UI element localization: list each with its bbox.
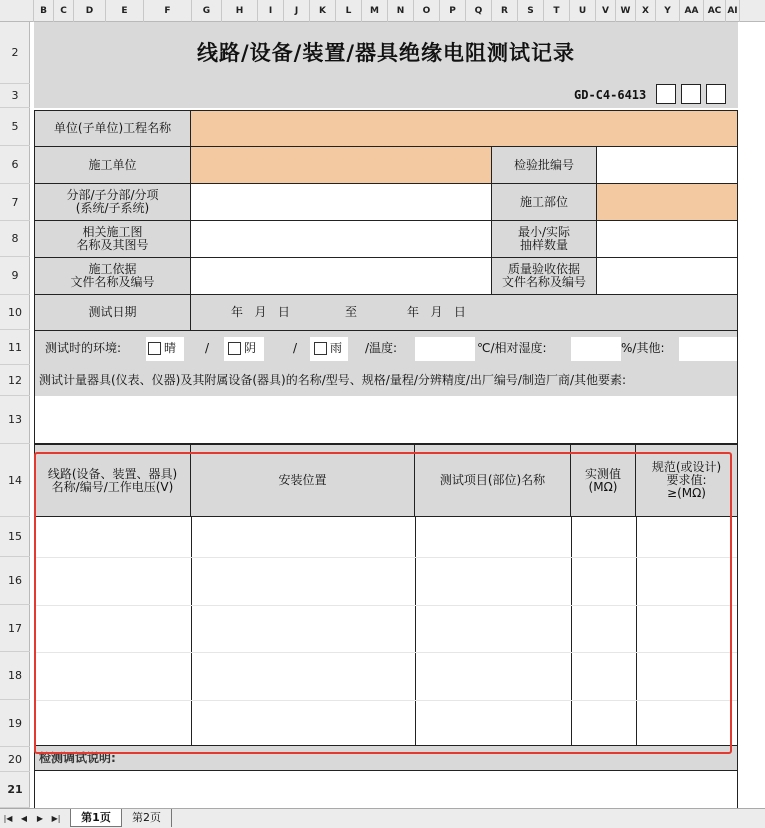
row-header[interactable]: 17 xyxy=(0,605,30,652)
select-all-corner[interactable] xyxy=(0,0,34,22)
column-header[interactable]: S xyxy=(518,0,544,22)
row-header[interactable]: 15 xyxy=(0,517,30,557)
date-to-label: 至 xyxy=(345,305,358,319)
header-required-value: 规范(或设计) 要求值: ≥(MΩ) xyxy=(635,444,738,517)
row-header[interactable]: 2 xyxy=(0,22,30,84)
row-header[interactable]: 14 xyxy=(0,444,30,517)
row-header-bar xyxy=(0,22,30,808)
basis-field[interactable] xyxy=(190,257,492,295)
row-header[interactable]: 20 xyxy=(0,747,30,772)
humidity-field[interactable] xyxy=(571,337,621,361)
first-sheet-icon[interactable]: |◀ xyxy=(3,814,13,823)
sample-qty-field[interactable] xyxy=(596,220,738,258)
column-header[interactable]: Y xyxy=(656,0,680,22)
label-test-date: 测试日期 xyxy=(34,294,191,331)
temperature-label: /温度: xyxy=(365,341,398,355)
label-construction-unit: 施工单位 xyxy=(34,146,191,184)
row-header[interactable]: 16 xyxy=(0,557,30,605)
column-header[interactable]: R xyxy=(492,0,518,22)
column-header-bar xyxy=(0,0,765,22)
column-header[interactable]: U xyxy=(570,0,596,22)
column-header[interactable]: B xyxy=(34,0,54,22)
column-header[interactable]: P xyxy=(440,0,466,22)
prev-sheet-icon[interactable]: ◀ xyxy=(20,814,28,823)
column-header[interactable]: K xyxy=(310,0,336,22)
column-header[interactable]: W xyxy=(616,0,636,22)
code-row[interactable] xyxy=(34,84,738,108)
row-header[interactable]: 18 xyxy=(0,652,30,700)
separator: / xyxy=(293,341,298,355)
other-field[interactable] xyxy=(679,337,737,361)
construction-unit-field[interactable] xyxy=(190,146,492,184)
code-box[interactable] xyxy=(681,84,701,104)
row-header[interactable]: 11 xyxy=(0,330,30,365)
row-header[interactable]: 21 xyxy=(0,772,30,808)
row-header[interactable]: 3 xyxy=(0,84,30,108)
sheet-tab-2[interactable]: 第2页 xyxy=(122,809,172,827)
temperature-field[interactable] xyxy=(415,337,475,361)
column-header[interactable]: I xyxy=(258,0,284,22)
row-header[interactable]: 5 xyxy=(0,108,30,146)
column-header[interactable]: T xyxy=(544,0,570,22)
column-header[interactable]: M xyxy=(362,0,388,22)
rain-label: 雨 xyxy=(330,341,343,355)
label-acceptance-basis: 质量验收依据 文件名称及编号 xyxy=(491,257,597,295)
column-header[interactable]: AA xyxy=(680,0,704,22)
code-box[interactable] xyxy=(706,84,726,104)
row-header[interactable]: 12 xyxy=(0,365,30,396)
row-header[interactable]: 9 xyxy=(0,257,30,295)
instrument-field[interactable] xyxy=(34,396,738,444)
rain-option[interactable] xyxy=(314,342,342,355)
label-division: 分部/子分部/分项 (系统/子系统) xyxy=(34,183,191,221)
header-line-name: 线路(设备、装置、器具) 名称/编号/工作电压(V) xyxy=(34,444,191,517)
row-header[interactable]: 19 xyxy=(0,700,30,747)
row-header[interactable]: 10 xyxy=(0,295,30,330)
notes-label: 检测调试说明: xyxy=(34,746,738,771)
project-name-field[interactable] xyxy=(190,110,738,147)
column-header[interactable]: C xyxy=(54,0,74,22)
sheet-tab-bar xyxy=(0,808,765,828)
inspection-batch-no-field[interactable] xyxy=(596,146,738,184)
sunny-option[interactable] xyxy=(148,342,176,355)
column-header[interactable]: G xyxy=(192,0,222,22)
column-header[interactable]: D xyxy=(74,0,106,22)
label-drawing: 相关施工图 名称及其图号 xyxy=(34,220,191,258)
last-sheet-icon[interactable]: ▶| xyxy=(51,814,61,823)
column-header[interactable]: L xyxy=(336,0,362,22)
column-header[interactable]: O xyxy=(414,0,440,22)
test-date-row[interactable] xyxy=(190,294,738,331)
sheet-tab-1[interactable]: 第1页 xyxy=(70,809,122,827)
environment-row xyxy=(34,330,738,366)
row-header[interactable]: 7 xyxy=(0,184,30,221)
column-header[interactable]: N xyxy=(388,0,414,22)
column-header[interactable]: AC xyxy=(704,0,726,22)
checkbox-icon[interactable] xyxy=(148,342,161,355)
separator: / xyxy=(205,341,210,355)
highlight-box xyxy=(34,452,732,754)
page-title: 线路/设备/装置/器具绝缘电阻测试记录 xyxy=(196,40,575,65)
column-header[interactable]: F xyxy=(144,0,192,22)
row-header[interactable]: 13 xyxy=(0,396,30,444)
cloudy-label: 阴 xyxy=(244,341,257,355)
column-header[interactable]: J xyxy=(284,0,310,22)
column-header[interactable]: X xyxy=(636,0,656,22)
checkbox-icon[interactable] xyxy=(314,342,327,355)
humidity-label: ℃/相对湿度: xyxy=(477,341,547,355)
drawing-field[interactable] xyxy=(190,220,492,258)
header-install-location: 安装位置 xyxy=(190,444,415,517)
column-header[interactable]: AI xyxy=(726,0,740,22)
title-cell[interactable] xyxy=(34,22,738,84)
next-sheet-icon[interactable]: ▶ xyxy=(36,814,44,823)
env-label: 测试时的环境: xyxy=(45,341,122,355)
sheet-margin xyxy=(740,22,765,808)
division-field[interactable] xyxy=(190,183,492,221)
header-measured-value: 实测值 (MΩ) xyxy=(570,444,636,517)
column-header[interactable]: Q xyxy=(466,0,492,22)
instrument-label: 测试计量器具(仪表、仪器)及其附属设备(器具)的名称/型号、规格/量程/分辨精度/出厂编号/制造厂商/其他要素: xyxy=(34,365,738,396)
row-header[interactable]: 8 xyxy=(0,221,30,257)
date-from[interactable]: 年 月 日 xyxy=(231,305,290,319)
label-sample-qty: 最小/实际 抽样数量 xyxy=(491,220,597,258)
other-label: %/其他: xyxy=(621,341,665,355)
label-project-name: 单位(子单位)工程名称 xyxy=(34,110,191,147)
label-basis: 施工依据 文件名称及编号 xyxy=(34,257,191,295)
date-to[interactable]: 年 月 日 xyxy=(407,305,466,319)
acceptance-basis-field[interactable] xyxy=(596,257,738,295)
construction-part-field[interactable] xyxy=(596,183,738,221)
document-code: GD-C4-6413 xyxy=(574,88,647,102)
column-header[interactable]: H xyxy=(222,0,258,22)
column-header[interactable]: V xyxy=(596,0,616,22)
notes-field[interactable] xyxy=(34,771,738,808)
label-inspection-batch-no: 检验批编号 xyxy=(491,146,597,184)
sunny-label: 晴 xyxy=(164,341,177,355)
row-header[interactable]: 6 xyxy=(0,146,30,184)
header-test-item: 测试项目(部位)名称 xyxy=(414,444,571,517)
column-header[interactable]: E xyxy=(106,0,144,22)
cloudy-option[interactable] xyxy=(228,342,256,355)
label-construction-part: 施工部位 xyxy=(491,183,597,221)
code-box[interactable] xyxy=(656,84,676,104)
checkbox-icon[interactable] xyxy=(228,342,241,355)
